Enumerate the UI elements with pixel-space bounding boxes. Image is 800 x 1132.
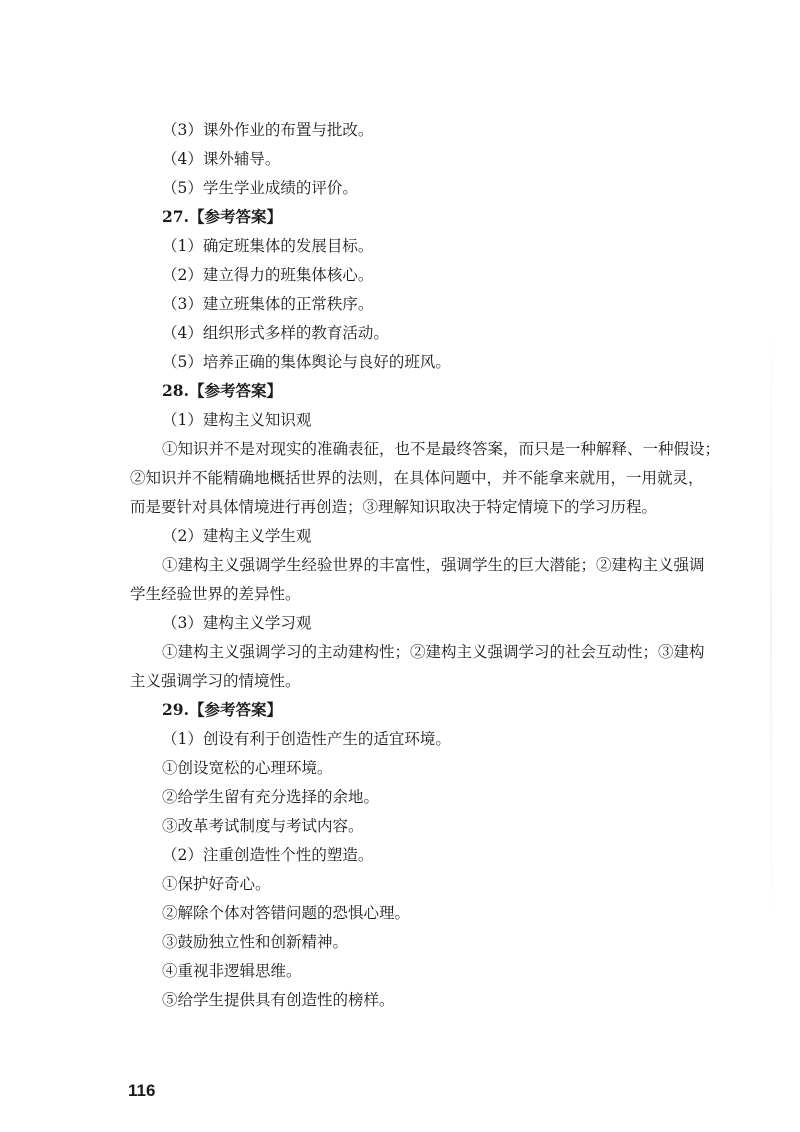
- answer-27-item-3: （3）建立班集体的正常秩序。: [162, 295, 374, 313]
- answer-28-paragraph-1-line-3: 而是要针对具体情境进行再创造；③理解知识取决于特定情境下的学习历程。: [130, 498, 658, 516]
- answer-29-point-8: ⑤给学生提供具有创造性的榜样。: [162, 991, 395, 1009]
- answer-29-point-2: ②给学生留有充分选择的余地。: [162, 788, 380, 806]
- list-item-3-homework: （3）课外作业的布置与批改。: [162, 121, 374, 139]
- answer-28-paragraph-2-line-1: ①建构主义强调学生经验世界的丰富性，强调学生的巨大潜能；②建构主义强调: [162, 556, 705, 574]
- answer-28-paragraph-3-line-1: ①建构主义强调学习的主动建构性；②建构主义强调学习的社会互动性；③建构: [162, 643, 705, 661]
- answer-29-point-1: ①创设宽松的心理环境。: [162, 759, 333, 777]
- answer-29-point-6: ③鼓励独立性和创新精神。: [162, 933, 349, 951]
- answer-29-point-3: ③改革考试制度与考试内容。: [162, 817, 364, 835]
- answer-28-paragraph-2-line-2: 学生经验世界的差异性。: [130, 585, 301, 603]
- answer-28-subheading-1: （1）建构主义知识观: [162, 411, 312, 429]
- answer-28-subheading-2: （2）建构主义学生观: [162, 527, 312, 545]
- answer-29-point-5: ②解除个体对答错问题的恐惧心理。: [162, 904, 411, 922]
- answer-28-paragraph-1-line-1: ①知识并不是对现实的准确表征，也不是最终答案，而只是一种解释、一种假设；: [162, 440, 721, 458]
- answer-29-point-4: ①保护好奇心。: [162, 875, 271, 893]
- list-item-5-evaluation: （5）学生学业成绩的评价。: [162, 179, 358, 197]
- answer-27-item-1: （1）确定班集体的发展目标。: [162, 237, 374, 255]
- page-edge-shadow: [770, 300, 772, 950]
- answer-29-subheading-1: （1）创设有利于创造性产生的适宜环境。: [162, 730, 451, 748]
- answer-29-subheading-2: （2）注重创造性个性的塑造。: [162, 846, 374, 864]
- list-item-4-tutoring: （4）课外辅导。: [162, 150, 281, 168]
- answer-heading-29: 29.【参考答案】: [162, 700, 282, 719]
- answer-27-item-4: （4）组织形式多样的教育活动。: [162, 324, 389, 342]
- answer-28-paragraph-3-line-2: 主义强调学习的情境性。: [130, 672, 301, 690]
- answer-27-item-5: （5）培养正确的集体舆论与良好的班风。: [162, 353, 451, 371]
- answer-29-point-7: ④重视非逻辑思维。: [162, 962, 302, 980]
- answer-heading-28: 28.【参考答案】: [162, 381, 282, 400]
- answer-27-item-2: （2）建立得力的班集体核心。: [162, 266, 374, 284]
- answer-28-subheading-3: （3）建构主义学习观: [162, 614, 312, 632]
- answer-28-paragraph-1-line-2: ②知识并不能精确地概括世界的法则，在具体问题中，并不能拿来就用，一用就灵，: [130, 469, 704, 487]
- answer-heading-27: 27.【参考答案】: [162, 207, 282, 226]
- page-number: 116: [128, 1081, 156, 1100]
